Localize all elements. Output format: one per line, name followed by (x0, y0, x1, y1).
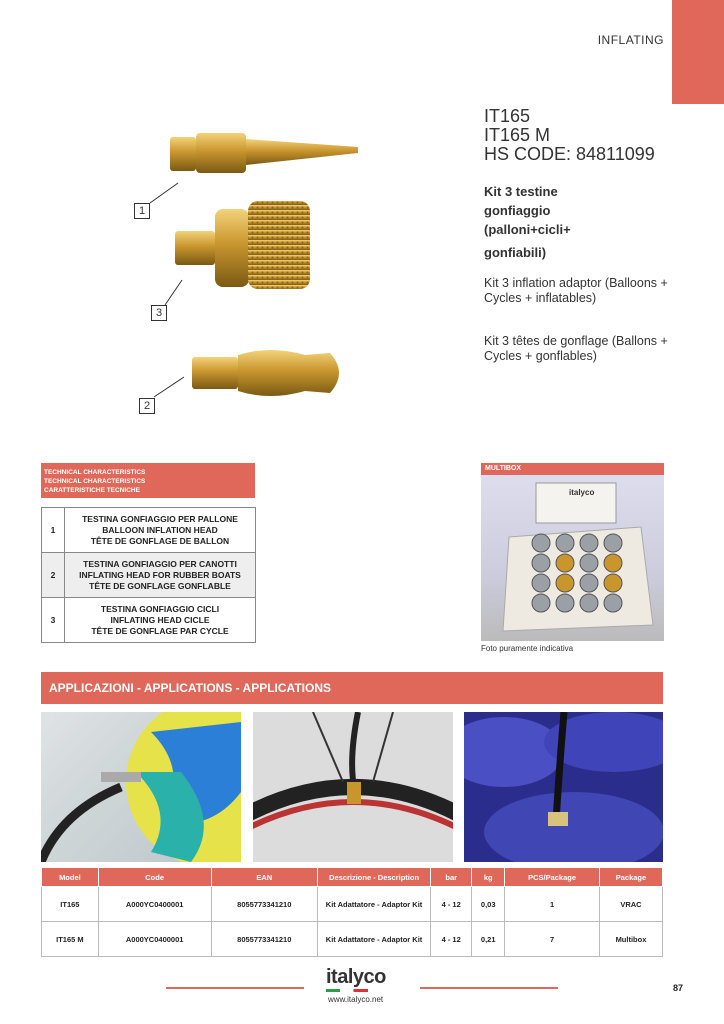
cycle-application-photo (253, 712, 453, 862)
table-cell: A000YC0400001 (98, 922, 211, 957)
multibox-adaptor (604, 574, 622, 592)
model-code-m: IT165 M (484, 125, 551, 145)
column-header: Package (599, 868, 662, 887)
table-row (42, 508, 256, 553)
spec-header-row (42, 868, 663, 887)
row-desc (65, 598, 256, 643)
multibox-adaptor (556, 574, 574, 592)
category-label: INFLATING (597, 33, 664, 47)
multibox-photo (481, 475, 664, 641)
corner-tab (672, 0, 724, 104)
table-cell: IT165 M (42, 922, 99, 957)
description-it (484, 182, 624, 262)
callout-2: 2 (139, 398, 155, 414)
website-link[interactable]: www.italyco.net (328, 995, 384, 1004)
table-row (42, 598, 256, 643)
row-line: TÊTE DE GONFLAGE DE BALLON (90, 535, 230, 546)
table-cell: 0,21 (472, 922, 505, 957)
tech-header-line: TECHNICAL CHARACTERISTICS (44, 478, 146, 485)
table-cell: 8055773341210 (211, 922, 318, 957)
box-brand: italyco (569, 488, 595, 497)
multibox-adaptor (580, 554, 598, 572)
row-line: TÊTE DE GONFLAGE GONFLABLE (89, 580, 231, 591)
table-row (42, 887, 663, 922)
row-number: 1 (42, 508, 65, 553)
needle-adaptor (170, 133, 358, 173)
desc-it-line: gonfiabili) (484, 245, 547, 260)
column-header: bar (431, 868, 472, 887)
table-cell: 8055773341210 (211, 887, 318, 922)
spec-table (41, 867, 663, 957)
column-header: Descrizione - Description (318, 868, 431, 887)
ball-application-photo (41, 712, 241, 862)
row-desc (65, 508, 256, 553)
multibox-adaptor (532, 574, 550, 592)
applications-title: APPLICAZIONI - APPLICATIONS - APPLICATIONS (41, 672, 663, 704)
hs-code: HS CODE: 84811099 (484, 144, 655, 164)
multibox-adaptor (556, 594, 574, 612)
multibox-adaptor (532, 594, 550, 612)
callout-1: 1 (134, 203, 150, 219)
table-cell: 4 - 12 (431, 922, 472, 957)
table-cell: A000YC0400001 (98, 887, 211, 922)
tech-header-line: CARATTERISTICHE TECNICHE (44, 487, 140, 494)
footer-rule-right (420, 987, 558, 989)
row-number: 3 (42, 598, 65, 643)
multibox-adaptor (532, 554, 550, 572)
row-line: TESTINA GONFIAGGIO CICLI (100, 603, 220, 614)
multibox-adaptor (556, 554, 574, 572)
row-line: TÊTE DE GONFLAGE PAR CYCLE (91, 625, 229, 636)
multibox-box (481, 475, 664, 641)
desc-it-line: Kit 3 testine (484, 184, 558, 199)
page-number: 87 (673, 983, 684, 993)
row-number: 2 (42, 553, 65, 598)
product-codes (484, 107, 655, 164)
table-cell: 1 (505, 887, 600, 922)
tech-header (41, 463, 255, 498)
photo-caption: Foto puramente indicativa (481, 644, 574, 653)
table-cell: 0,03 (472, 887, 505, 922)
table-cell: Multibox (599, 922, 662, 957)
multibox-label: MULTIBOX (481, 463, 664, 475)
multibox-adaptor (604, 534, 622, 552)
multibox-adaptor (604, 554, 622, 572)
flag-stripe (326, 989, 368, 992)
multibox-adaptor (532, 534, 550, 552)
callout-3: 3 (151, 305, 167, 321)
multibox-adaptor (556, 534, 574, 552)
table-cell: 4 - 12 (431, 887, 472, 922)
table-cell: 7 (505, 922, 600, 957)
multibox-adaptor (580, 534, 598, 552)
knurled-adaptor (175, 201, 310, 289)
row-desc (65, 553, 256, 598)
column-header: kg (472, 868, 505, 887)
table-row (42, 553, 256, 598)
row-line: BALLOON INFLATION HEAD (102, 524, 218, 535)
column-header: PCS/Package (505, 868, 600, 887)
brand-logo: italyco (326, 966, 386, 988)
adaptors-illustration (120, 125, 370, 425)
description-fr: Kit 3 têtes de gonflage (Ballons + Cycles + gonflables) (484, 334, 668, 363)
table-cell: IT165 (42, 887, 99, 922)
bulb-adaptor (192, 350, 339, 396)
tech-header-line: TECHNICAL CHARACTERISTICS (44, 469, 146, 476)
row-line: INFLATING HEAD CICLE (110, 614, 210, 625)
table-cell: Kit Adattatore - Adaptor Kit (318, 922, 431, 957)
tech-table (41, 507, 256, 643)
row-line: INFLATING HEAD FOR RUBBER BOATS (79, 569, 241, 580)
desc-it-line: (palloni+cicli+ (484, 222, 571, 237)
table-cell: VRAC (599, 887, 662, 922)
column-header: Model (42, 868, 99, 887)
model-code: IT165 (484, 106, 531, 126)
column-header: EAN (211, 868, 318, 887)
table-row (42, 922, 663, 957)
multibox-adaptor (604, 594, 622, 612)
row-line: TESTINA GONFIAGGIO PER PALLONE (82, 513, 238, 524)
footer-rule-left (166, 987, 304, 989)
desc-it-line: gonfiaggio (484, 203, 551, 218)
description-en: Kit 3 inflation adaptor (Balloons + Cycles + inflatables) (484, 276, 668, 305)
row-line: TESTINA GONFIAGGIO PER CANOTTI (83, 558, 237, 569)
multibox-adaptor (580, 594, 598, 612)
column-header: Code (98, 868, 211, 887)
multibox-adaptor (580, 574, 598, 592)
table-cell: Kit Adattatore - Adaptor Kit (318, 887, 431, 922)
inflatable-application-photo (464, 712, 663, 862)
